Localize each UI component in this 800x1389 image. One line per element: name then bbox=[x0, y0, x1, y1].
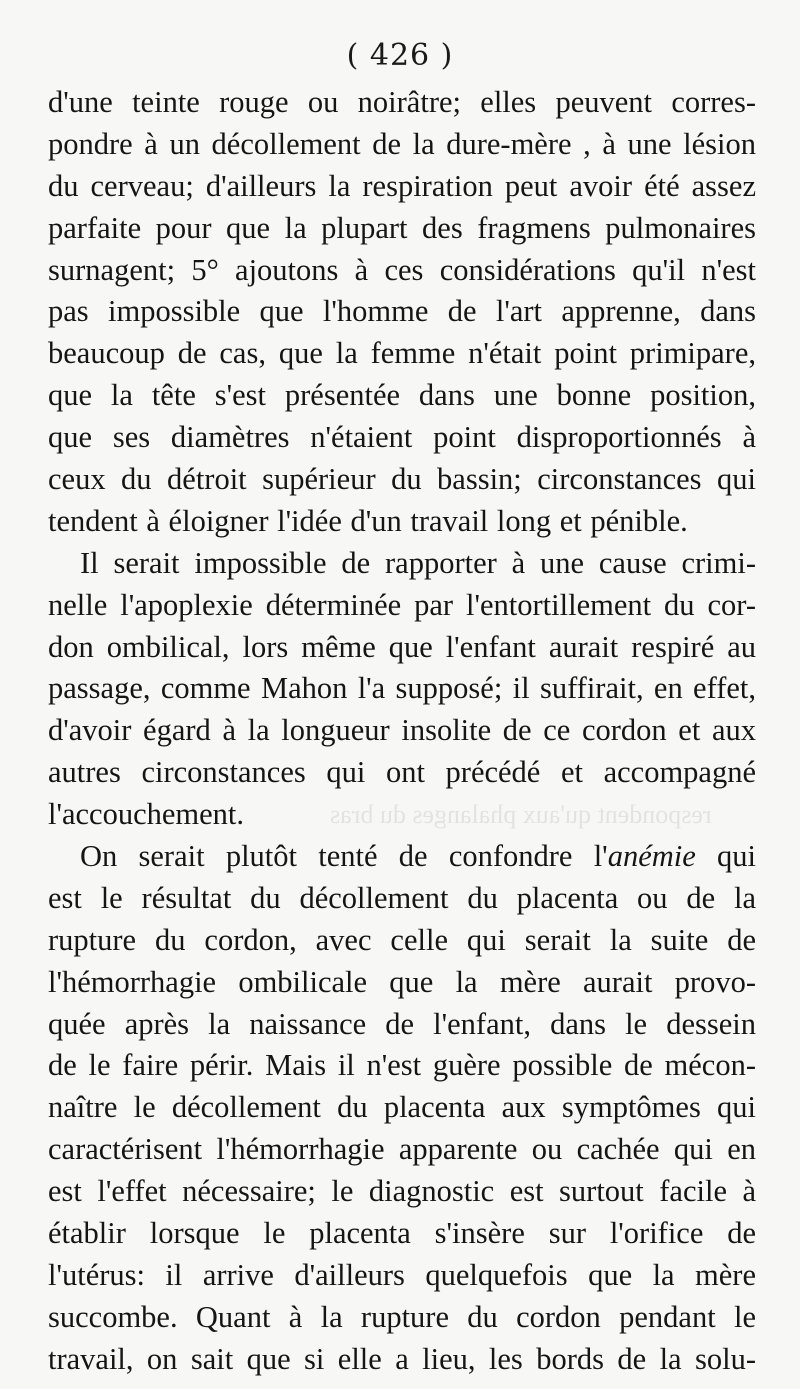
text-line: que la tête s'est présentée dans une bonne position, bbox=[48, 378, 756, 413]
text-line: que ses diamètres n'étaient point disproportionnés à bbox=[48, 420, 756, 455]
text-line: naître le décollement du placenta aux symptômes qui bbox=[48, 1090, 756, 1125]
text-line: caractérisent l'hémorrhagie apparente ou cachée qui en bbox=[48, 1132, 756, 1167]
text-line: de le faire périr. Mais il n'est guère possible de mécon- bbox=[48, 1048, 756, 1083]
text-line: nelle l'apoplexie déterminée par l'entortillement du cor- bbox=[48, 587, 756, 622]
text-line: l'utérus: il arrive d'ailleurs quelquefois que la mère bbox=[48, 1257, 756, 1292]
text-line: l'accouchement. bbox=[48, 797, 245, 832]
text-line: est l'effet nécessaire; le diagnostic est surtout facile à bbox=[48, 1174, 756, 1209]
text-line: du cerveau; d'ailleurs la respiration peut avoir été assez bbox=[48, 168, 756, 203]
text-line: tendent à éloigner l'idée d'un travail long et pénible. bbox=[48, 503, 688, 538]
text-segment: On serait plutôt tenté de confondre l' bbox=[80, 839, 608, 874]
text-line: d'une teinte rouge ou noirâtre; elles peuvent corres- bbox=[48, 85, 756, 119]
body-text bbox=[48, 82, 756, 1381]
text-line: don ombilical, lors même que l'enfant aurait respiré au bbox=[48, 629, 756, 664]
text-line: l'hémorrhagie ombilicale que la mère aurait provo- bbox=[48, 964, 756, 999]
italic-term: anémie bbox=[607, 839, 696, 874]
text-line: ceux du détroit supérieur du bassin; circonstances qui bbox=[48, 462, 756, 497]
text-line: est le résultat du décollement du placenta ou de la bbox=[48, 880, 756, 915]
text-line: beaucoup de cas, que la femme n'était point primipare, bbox=[48, 336, 756, 371]
text-line: passage, comme Mahon l'a supposé; il suffirait, en effet, bbox=[48, 671, 756, 706]
show-through-text: respondent qu'aux phalanges du bras bbox=[330, 800, 712, 829]
text-segment: qui bbox=[695, 839, 756, 874]
text-line: surnagent; 5° ajoutons à ces considérations qu'il n'est bbox=[48, 252, 756, 287]
text-line: pas impossible que l'homme de l'art apprenne, dans bbox=[48, 294, 756, 329]
text-line: Il serait impossible de rapporter à une cause crimi- bbox=[80, 545, 756, 580]
text-line: établir lorsque le placenta s'insère sur l'orifice de bbox=[48, 1216, 756, 1251]
text-line: autres circonstances qui ont précédé et accompagné bbox=[48, 755, 756, 790]
text-line: rupture du cordon, avec celle qui serait la suite de bbox=[48, 922, 756, 957]
page-number: ( 426 ) bbox=[346, 38, 454, 73]
text-line: d'avoir égard à la longueur insolite de ce cordon et aux bbox=[48, 713, 756, 748]
text-line bbox=[48, 836, 756, 878]
text-line: travail, on sait que si elle a lieu, les bords de la solu- bbox=[48, 1341, 756, 1376]
text-line: pondre à un décollement de la dure-mère , à une lésion bbox=[48, 126, 756, 161]
text-line: quée après la naissance de l'enfant, dans le dessein bbox=[48, 1006, 756, 1041]
text-line: parfaite pour que la plupart des fragmens pulmonaires bbox=[48, 210, 756, 245]
text-line: succombe. Quant à la rupture du cordon pendant le bbox=[48, 1299, 756, 1334]
